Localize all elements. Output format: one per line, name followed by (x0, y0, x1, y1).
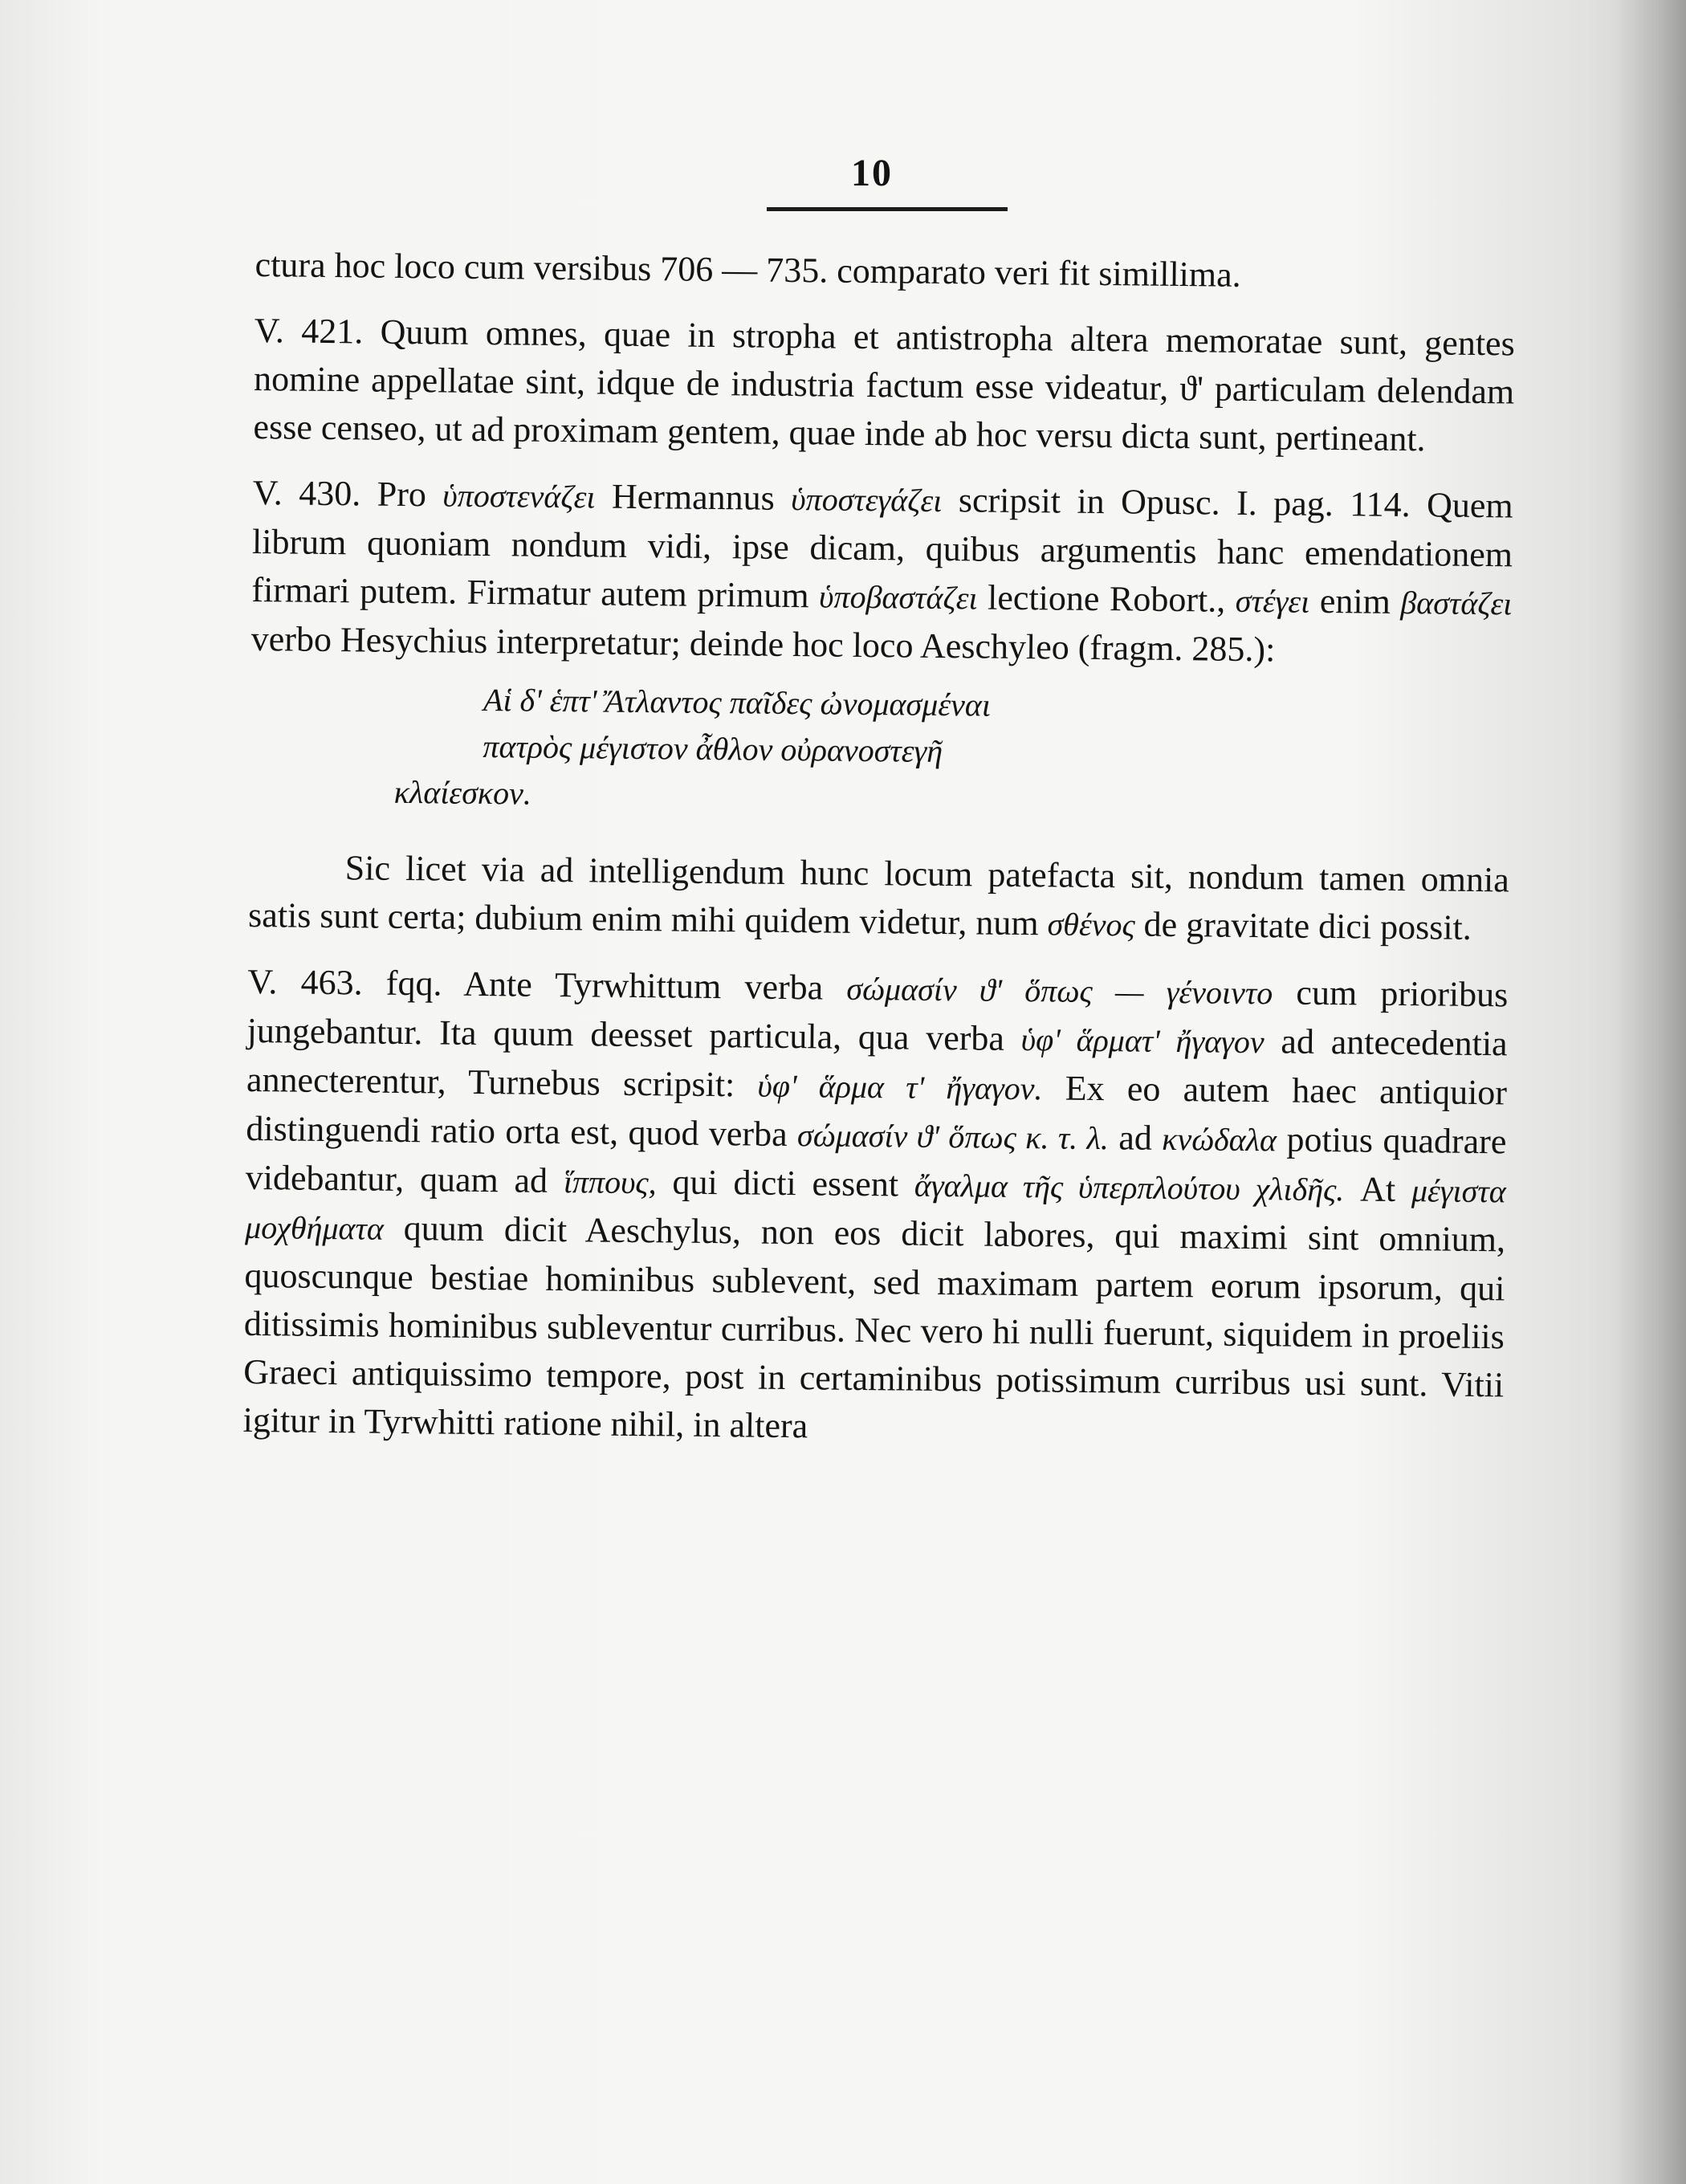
header-rule (767, 207, 1008, 211)
greek-word: βαστάζει (1400, 584, 1513, 622)
text-run: Sic licet via ad intelligendum hunc locum patefacta sit, nondum tamen omnia satis sunt certa; dubium enim mihi quidem videtur, num (247, 848, 1510, 943)
text-run: V. 430. Pro (252, 472, 427, 515)
text-run: Hermannus (611, 476, 776, 518)
greek-word: σθένος (1047, 906, 1135, 943)
paragraph-v463 (242, 958, 1508, 1457)
greek-word: σώμασίν ϑ' ὅπως κ. τ. λ. (796, 1117, 1110, 1157)
paragraph-v430 (250, 469, 1513, 676)
paragraph-continuation: ctura hoc loco cum versibus 706 — 735. comparato veri fit simillima. (255, 244, 1241, 295)
text-run: Ex eo autem haec antiquior distinguendi ratio orta est, quod verba (246, 1068, 1508, 1154)
greek-word: ὑφ' ἅρμα τ' ἤγαγον. (757, 1067, 1043, 1107)
greek-word: ἵππους, (563, 1163, 657, 1201)
greek-word: ἄγαλμα τῆς ὑπερπλούτου χλιδῆς. (914, 1167, 1345, 1208)
text-run: At (1359, 1169, 1396, 1209)
greek-word: ὑφ' ἅρματ' ἤγαγον (1020, 1021, 1264, 1061)
text-run: quum dicit Aeschylus, non eos dicit labores, qui maximi sint omnium, quoscunque bestiae hominibus sublevent, sed maximam partem eorum ipsorum, qui ditissimis hominibus subleventur curribus. Nec vero hi nulli fuerunt, siquidem in proeliis Graeci antiquissimo tempore, post in certaminibus potissimum curribus usi sunt. Vitii igitur in Tyrwhitti ratione nihil, in altera (242, 1208, 1506, 1446)
text-run: potius quadrare videbantur, quam ad (245, 1119, 1507, 1200)
greek-quotation (394, 676, 1512, 828)
quote-line: Αἱ δ' ἑπτ' Ἄτλαντος παῖδες ὠνομασμέναι (483, 682, 992, 723)
text-run: verbo Hesychius interpretatur; deinde hoc loco Aeschyleo (fragm. 285.): (250, 618, 1276, 670)
page-number: 10 (851, 152, 893, 194)
greek-word: ὑποστεγάζει (791, 481, 943, 519)
text-run: ad antecedentia annecterentur, Turnebus scripsit: (246, 1021, 1508, 1105)
greek-word: ὑποστενάζει (442, 477, 596, 515)
text-run: scripsit in Opusc. I. pag. 114. Quem librum quoniam nondum vidi, ipse dicam, quibus argumentis hanc emendationem firmari putem. Firmatur autem primum (251, 480, 1513, 616)
greek-word: στέγει (1235, 582, 1310, 620)
page-edge-shadow (1614, 0, 1686, 2184)
quote-line: κλαίεσκον. (393, 773, 532, 812)
text-run: qui dicti essent (672, 1162, 899, 1204)
text-run: lectione Robort., (987, 577, 1226, 620)
greek-word: ὑποβαστάζει (818, 578, 978, 617)
text-run: de gravitate dici possit. (1143, 904, 1472, 947)
text-run: ad (1118, 1118, 1153, 1158)
greek-word: κνώδαλα (1162, 1120, 1277, 1159)
text-run: cum prioribus jungebantur. Ita quum deesset particula, qua verba (246, 972, 1509, 1058)
text-run: enim (1319, 581, 1391, 621)
greek-word: μέγιστα μοχθήματα (244, 1172, 1506, 1247)
paragraph-v421: V. 421. Quum omnes, quae in stropha et antistropha altera memoratae sunt, gentes nomine appellatae sint, idque de industria factum esse videatur, ϑ' particulam delendam esse censeo, ut ad proximam gentem, quae inde ab hoc versu dicta sunt, pertineant. (253, 310, 1516, 459)
paragraph-sic-licet (248, 843, 1509, 953)
text-run: V. 463. fqq. Ante Tyrwhittum verba (247, 961, 824, 1008)
quote-line: πατρὸς μέγιστον ἆθλον οὐρανοστεγῆ (483, 728, 943, 769)
body-text (242, 241, 1516, 1475)
greek-word: σώμασίν ϑ' ὅπως — γένοιντο (846, 970, 1273, 1012)
